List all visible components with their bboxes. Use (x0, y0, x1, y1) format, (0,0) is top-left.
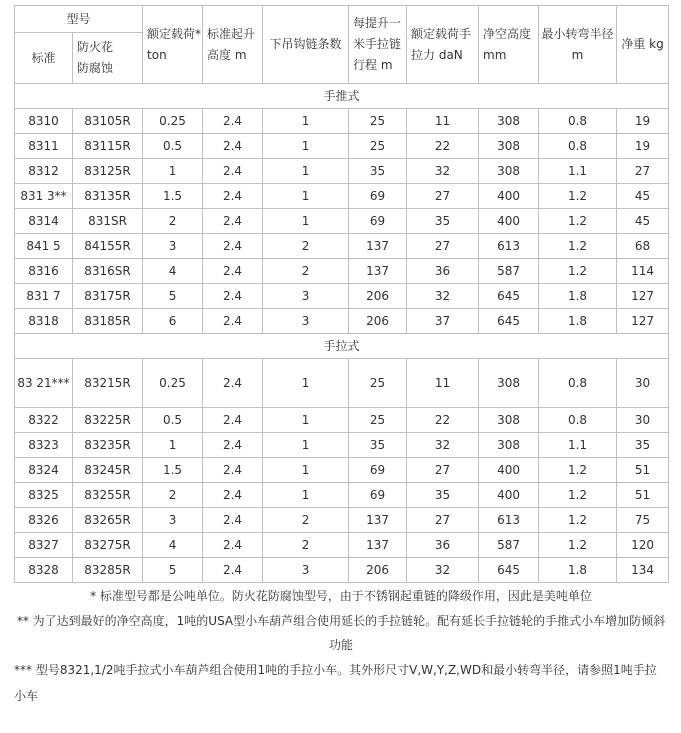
cell-pull-force: 22 (407, 134, 479, 159)
cell-rated-load: 0.25 (143, 109, 203, 134)
cell-proof-model: 83285R (73, 558, 143, 583)
cell-standard-model: 83 21*** (15, 359, 73, 408)
cell-headroom: 613 (479, 508, 539, 533)
cell-pull-force: 22 (407, 408, 479, 433)
cell-rated-load: 1 (143, 159, 203, 184)
cell-lift-height: 2.4 (203, 433, 263, 458)
cell-pull-force: 32 (407, 558, 479, 583)
cell-min-radius: 1.2 (539, 483, 617, 508)
cell-standard-model: 8322 (15, 408, 73, 433)
cell-standard-model: 8324 (15, 458, 73, 483)
cell-chain-falls: 1 (263, 209, 349, 234)
cell-pull-force: 35 (407, 209, 479, 234)
cell-headroom: 400 (479, 458, 539, 483)
cell-standard-model: 8326 (15, 508, 73, 533)
cell-min-radius: 1.8 (539, 558, 617, 583)
cell-net-weight: 134 (617, 558, 669, 583)
cell-pull-per-m: 206 (349, 558, 407, 583)
cell-min-radius: 1.2 (539, 209, 617, 234)
cell-chain-falls: 1 (263, 408, 349, 433)
header-explosion-proof: 防火花 防腐蚀 (73, 33, 143, 84)
cell-headroom: 645 (479, 309, 539, 334)
cell-pull-force: 32 (407, 433, 479, 458)
table-row (15, 284, 669, 309)
spec-sheet (14, 5, 669, 709)
cell-min-radius: 1.2 (539, 184, 617, 209)
cell-proof-model: 83275R (73, 533, 143, 558)
cell-lift-height: 2.4 (203, 359, 263, 408)
cell-rated-load: 5 (143, 284, 203, 309)
cell-net-weight: 35 (617, 433, 669, 458)
cell-min-radius: 1.2 (539, 259, 617, 284)
cell-rated-load: 1.5 (143, 458, 203, 483)
table-row (15, 159, 669, 184)
cell-proof-model: 83245R (73, 458, 143, 483)
cell-rated-load: 3 (143, 234, 203, 259)
cell-min-radius: 0.8 (539, 109, 617, 134)
footnote: ** 为了达到最好的净空高度，1吨的USA型小车葫芦组合使用延长的手拉链轮。配有延长手拉链轮的手推式小车增加防倾斜功能 (16, 614, 666, 652)
cell-pull-force: 37 (407, 309, 479, 334)
cell-pull-per-m: 25 (349, 134, 407, 159)
cell-proof-model: 83175R (73, 284, 143, 309)
header-hand-pull-force: 额定载荷手 拉力 daN (407, 6, 479, 84)
cell-headroom: 400 (479, 184, 539, 209)
cell-rated-load: 2 (143, 483, 203, 508)
table-row (15, 259, 669, 284)
cell-chain-falls: 1 (263, 134, 349, 159)
cell-headroom: 587 (479, 533, 539, 558)
cell-rated-load: 3 (143, 508, 203, 533)
cell-rated-load: 2 (143, 209, 203, 234)
cell-proof-model: 83135R (73, 184, 143, 209)
table-row (15, 458, 669, 483)
cell-rated-load: 0.25 (143, 359, 203, 408)
cell-chain-falls: 2 (263, 234, 349, 259)
cell-rated-load: 4 (143, 533, 203, 558)
cell-min-radius: 0.8 (539, 359, 617, 408)
table-row (15, 433, 669, 458)
cell-pull-force: 11 (407, 359, 479, 408)
cell-pull-per-m: 137 (349, 508, 407, 533)
cell-chain-falls: 1 (263, 483, 349, 508)
cell-pull-force: 36 (407, 259, 479, 284)
cell-net-weight: 45 (617, 209, 669, 234)
cell-chain-falls: 3 (263, 558, 349, 583)
cell-proof-model: 83225R (73, 408, 143, 433)
cell-lift-height: 2.4 (203, 184, 263, 209)
cell-pull-per-m: 69 (349, 458, 407, 483)
table-row (15, 408, 669, 433)
cell-rated-load: 0.5 (143, 408, 203, 433)
cell-proof-model: 83105R (73, 109, 143, 134)
cell-chain-falls: 2 (263, 508, 349, 533)
cell-rated-load: 0.5 (143, 134, 203, 159)
footnote: *** 型号8321,1/2吨手拉式小车葫芦组合使用1吨的手拉小车。其外形尺寸V,W,Y,Z,WD和最小转弯半径，请参照1吨手拉小车 (14, 663, 657, 703)
cell-net-weight: 30 (617, 359, 669, 408)
cell-lift-height: 2.4 (203, 109, 263, 134)
cell-net-weight: 19 (617, 109, 669, 134)
cell-min-radius: 1.2 (539, 508, 617, 533)
cell-standard-model: 8328 (15, 558, 73, 583)
table-row (15, 109, 669, 134)
cell-standard-model: 8311 (15, 134, 73, 159)
cell-headroom: 308 (479, 109, 539, 134)
cell-net-weight: 19 (617, 134, 669, 159)
cell-min-radius: 1.8 (539, 309, 617, 334)
header-chain-falls: 下吊钩链条数 (263, 6, 349, 84)
cell-min-radius: 0.8 (539, 134, 617, 159)
cell-min-radius: 1.8 (539, 284, 617, 309)
section-row (15, 84, 669, 109)
cell-lift-height: 2.4 (203, 458, 263, 483)
cell-pull-per-m: 137 (349, 259, 407, 284)
cell-headroom: 308 (479, 408, 539, 433)
section-row (15, 334, 669, 359)
cell-lift-height: 2.4 (203, 159, 263, 184)
header-model: 型号 (15, 6, 143, 33)
table-row (15, 184, 669, 209)
cell-headroom: 308 (479, 134, 539, 159)
cell-proof-model: 83115R (73, 134, 143, 159)
cell-min-radius: 1.2 (539, 234, 617, 259)
cell-pull-per-m: 25 (349, 408, 407, 433)
header-standard-lift: 标准起升 高度 m (203, 6, 263, 84)
cell-standard-model: 831 7 (15, 284, 73, 309)
cell-pull-per-m: 25 (349, 359, 407, 408)
cell-pull-force: 27 (407, 234, 479, 259)
cell-pull-per-m: 137 (349, 234, 407, 259)
footnote: * 标准型号都是公吨单位。防火花防腐蚀型号，由于不锈钢起重链的降级作用，因此是美吨单位 (90, 589, 592, 603)
cell-lift-height: 2.4 (203, 483, 263, 508)
cell-standard-model: 831 3** (15, 184, 73, 209)
cell-chain-falls: 1 (263, 458, 349, 483)
cell-net-weight: 127 (617, 284, 669, 309)
cell-pull-per-m: 137 (349, 533, 407, 558)
cell-headroom: 587 (479, 259, 539, 284)
footnotes (14, 583, 668, 709)
cell-pull-per-m: 206 (349, 309, 407, 334)
cell-pull-force: 27 (407, 184, 479, 209)
cell-pull-force: 27 (407, 508, 479, 533)
cell-lift-height: 2.4 (203, 508, 263, 533)
table-row (15, 483, 669, 508)
cell-proof-model: 831SR (73, 209, 143, 234)
cell-standard-model: 841 5 (15, 234, 73, 259)
cell-rated-load: 1 (143, 433, 203, 458)
section-title: 手拉式 (15, 334, 669, 359)
cell-headroom: 308 (479, 159, 539, 184)
cell-proof-model: 83185R (73, 309, 143, 334)
cell-standard-model: 8312 (15, 159, 73, 184)
cell-lift-height: 2.4 (203, 533, 263, 558)
cell-min-radius: 1.2 (539, 458, 617, 483)
cell-standard-model: 8310 (15, 109, 73, 134)
table-row (15, 234, 669, 259)
header-net-weight: 净重 kg (617, 6, 669, 84)
header-standard: 标准 (15, 33, 73, 84)
header-pull-per-m: 每提升一 米手拉链 行程 m (349, 6, 407, 84)
cell-lift-height: 2.4 (203, 558, 263, 583)
cell-lift-height: 2.4 (203, 234, 263, 259)
cell-net-weight: 114 (617, 259, 669, 284)
cell-pull-per-m: 69 (349, 209, 407, 234)
cell-net-weight: 30 (617, 408, 669, 433)
cell-headroom: 645 (479, 284, 539, 309)
cell-headroom: 613 (479, 234, 539, 259)
cell-net-weight: 51 (617, 483, 669, 508)
cell-pull-force: 11 (407, 109, 479, 134)
cell-net-weight: 120 (617, 533, 669, 558)
cell-proof-model: 8316SR (73, 259, 143, 284)
cell-pull-force: 36 (407, 533, 479, 558)
table-row (15, 134, 669, 159)
cell-net-weight: 45 (617, 184, 669, 209)
cell-standard-model: 8323 (15, 433, 73, 458)
cell-rated-load: 6 (143, 309, 203, 334)
header-rated-load: 额定载荷* ton (143, 6, 203, 84)
cell-headroom: 400 (479, 209, 539, 234)
cell-proof-model: 83215R (73, 359, 143, 408)
cell-headroom: 308 (479, 433, 539, 458)
cell-pull-force: 32 (407, 284, 479, 309)
cell-headroom: 645 (479, 558, 539, 583)
cell-chain-falls: 2 (263, 259, 349, 284)
cell-standard-model: 8325 (15, 483, 73, 508)
cell-chain-falls: 1 (263, 159, 349, 184)
cell-net-weight: 75 (617, 508, 669, 533)
cell-proof-model: 83265R (73, 508, 143, 533)
cell-net-weight: 68 (617, 234, 669, 259)
cell-standard-model: 8327 (15, 533, 73, 558)
section-title: 手推式 (15, 84, 669, 109)
cell-proof-model: 83125R (73, 159, 143, 184)
cell-chain-falls: 3 (263, 284, 349, 309)
cell-rated-load: 4 (143, 259, 203, 284)
hoist-spec-table (14, 5, 669, 583)
table-row (15, 533, 669, 558)
cell-chain-falls: 1 (263, 359, 349, 408)
cell-proof-model: 84155R (73, 234, 143, 259)
cell-chain-falls: 1 (263, 433, 349, 458)
cell-standard-model: 8316 (15, 259, 73, 284)
header-min-radius: 最小转弯半径 m (539, 6, 617, 84)
cell-rated-load: 5 (143, 558, 203, 583)
cell-net-weight: 127 (617, 309, 669, 334)
cell-net-weight: 27 (617, 159, 669, 184)
cell-proof-model: 83255R (73, 483, 143, 508)
table-row (15, 309, 669, 334)
cell-lift-height: 2.4 (203, 209, 263, 234)
table-row (15, 508, 669, 533)
table-row (15, 209, 669, 234)
cell-standard-model: 8318 (15, 309, 73, 334)
cell-pull-per-m: 69 (349, 483, 407, 508)
cell-min-radius: 1.2 (539, 533, 617, 558)
cell-headroom: 400 (479, 483, 539, 508)
cell-pull-force: 27 (407, 458, 479, 483)
cell-pull-force: 32 (407, 159, 479, 184)
cell-lift-height: 2.4 (203, 309, 263, 334)
cell-proof-model: 83235R (73, 433, 143, 458)
cell-lift-height: 2.4 (203, 408, 263, 433)
cell-standard-model: 8314 (15, 209, 73, 234)
cell-pull-per-m: 206 (349, 284, 407, 309)
cell-chain-falls: 1 (263, 109, 349, 134)
cell-lift-height: 2.4 (203, 259, 263, 284)
cell-lift-height: 2.4 (203, 134, 263, 159)
header-headroom: 净空高度 mm (479, 6, 539, 84)
cell-net-weight: 51 (617, 458, 669, 483)
cell-chain-falls: 3 (263, 309, 349, 334)
cell-min-radius: 1.1 (539, 433, 617, 458)
cell-min-radius: 0.8 (539, 408, 617, 433)
cell-pull-per-m: 35 (349, 159, 407, 184)
cell-chain-falls: 2 (263, 533, 349, 558)
cell-pull-per-m: 69 (349, 184, 407, 209)
cell-chain-falls: 1 (263, 184, 349, 209)
cell-min-radius: 1.1 (539, 159, 617, 184)
cell-rated-load: 1.5 (143, 184, 203, 209)
cell-headroom: 308 (479, 359, 539, 408)
cell-pull-force: 35 (407, 483, 479, 508)
cell-pull-per-m: 35 (349, 433, 407, 458)
cell-lift-height: 2.4 (203, 284, 263, 309)
table-row (15, 359, 669, 408)
cell-pull-per-m: 25 (349, 109, 407, 134)
table-row (15, 558, 669, 583)
